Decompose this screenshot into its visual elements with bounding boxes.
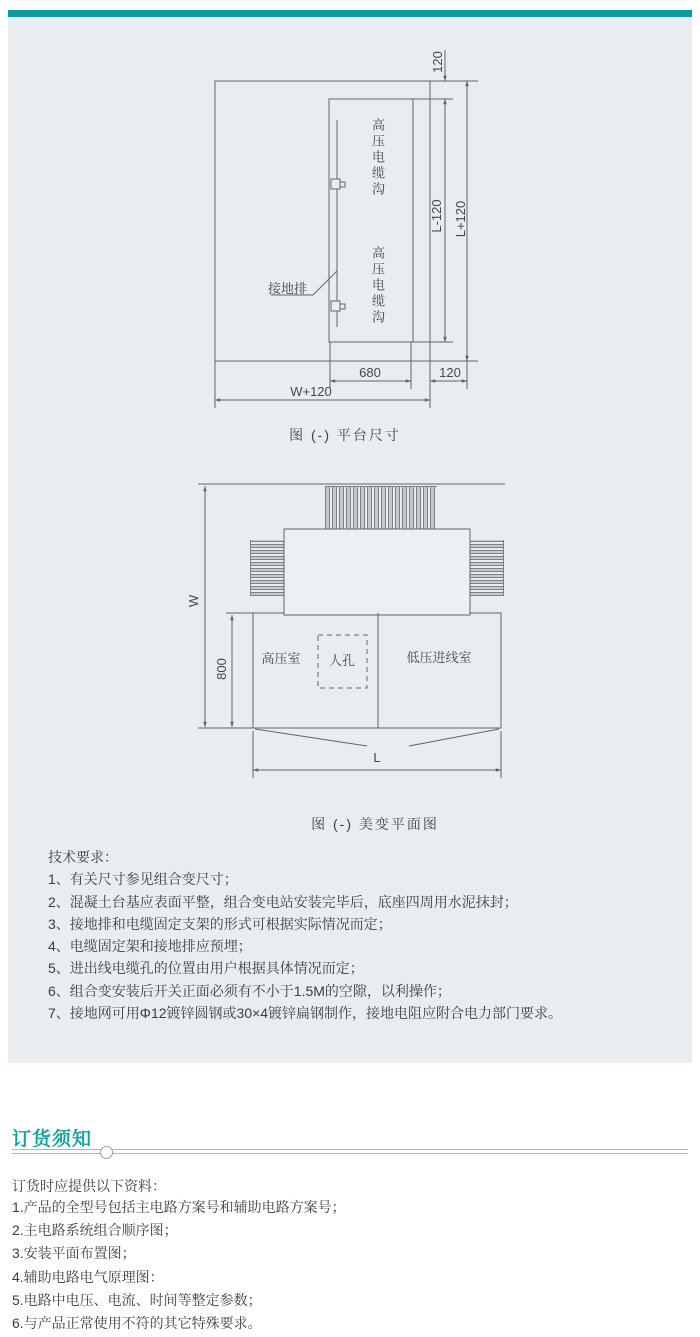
hv-cable-trench-label-top: 高压电缆沟	[370, 118, 385, 198]
dim-l: L	[373, 750, 381, 765]
ordering-intro: 订货时应提供以下资料：	[12, 1178, 166, 1194]
dim-l-minus-120: L-120	[429, 199, 444, 233]
radiator-fins-left	[250, 540, 285, 596]
figure1-caption: 图 (-) 平台尺寸	[289, 427, 401, 443]
figure2-caption: 图 (-) 美变平面图	[311, 816, 439, 832]
tech-item: 6、组合变安装后开关正面必须有不小于1.5M的空隙，以利操作；	[48, 982, 451, 999]
radiator-fins-top	[325, 486, 437, 529]
dim-w: W	[186, 594, 201, 608]
tech-item: 1、有关尺寸参见组合变尺寸；	[48, 871, 238, 888]
tech-item: 5、进出线电缆孔的位置由用户根据具体情况而定；	[48, 960, 364, 977]
radiator-fins-right	[470, 540, 504, 596]
ordering-item: 6.与产品正常使用不符的其它特殊要求。	[12, 1315, 262, 1332]
tech-item: 7、接地网可用Φ12镀锌圆钢或30×4镀锌扁钢制作，接地电阻应附合电力部门要求。	[48, 1005, 563, 1022]
hv-cable-trench-label-bottom: 高压电缆沟	[370, 246, 385, 326]
lv-room-label: 低压进线室	[406, 650, 472, 665]
ordering-list	[12, 1196, 652, 1335]
section-divider	[12, 1149, 688, 1154]
ground-bar-label: 接地排	[268, 281, 308, 296]
tech-item: 3、接地排和电缆固定支架的形式可根据实际情况而定；	[48, 915, 392, 932]
hv-room-label: 高压室	[261, 651, 301, 666]
dim-800: 800	[214, 658, 229, 680]
technical-requirements	[48, 846, 668, 1024]
ordering-item: 1.产品的全型号包括主电路方案号和辅助电路方案号；	[12, 1199, 346, 1215]
ordering-item: 5.电路中电压、电流、时间等整定参数；	[12, 1291, 262, 1308]
divider-ring-ornament	[100, 1146, 113, 1159]
tech-item: 4、电缆固定架和接地排应预埋；	[48, 938, 252, 955]
tech-item: 2、混凝土台基应表面平整，组合变电站安装完毕后，底座四周用水泥抹封；	[48, 893, 518, 910]
ordering-item: 4.辅助电路电气原理图：	[12, 1268, 164, 1285]
dim-l-plus-120: L+120	[453, 200, 468, 238]
top-accent-bar	[8, 10, 692, 17]
dim-w-plus-120: W+120	[290, 384, 332, 399]
dim-120-top: 120	[430, 51, 445, 73]
ordering-item: 3.安装平面布置图；	[12, 1245, 136, 1262]
tech-title: 技术要求：	[48, 849, 118, 865]
dim-680: 680	[359, 365, 381, 380]
manhole-label: 人孔	[328, 653, 355, 668]
ordering-item: 2.主电路系统组合顺序图；	[12, 1222, 178, 1239]
dim-120-right: 120	[439, 365, 461, 380]
ordering-section-title: 订货须知	[12, 1129, 93, 1150]
